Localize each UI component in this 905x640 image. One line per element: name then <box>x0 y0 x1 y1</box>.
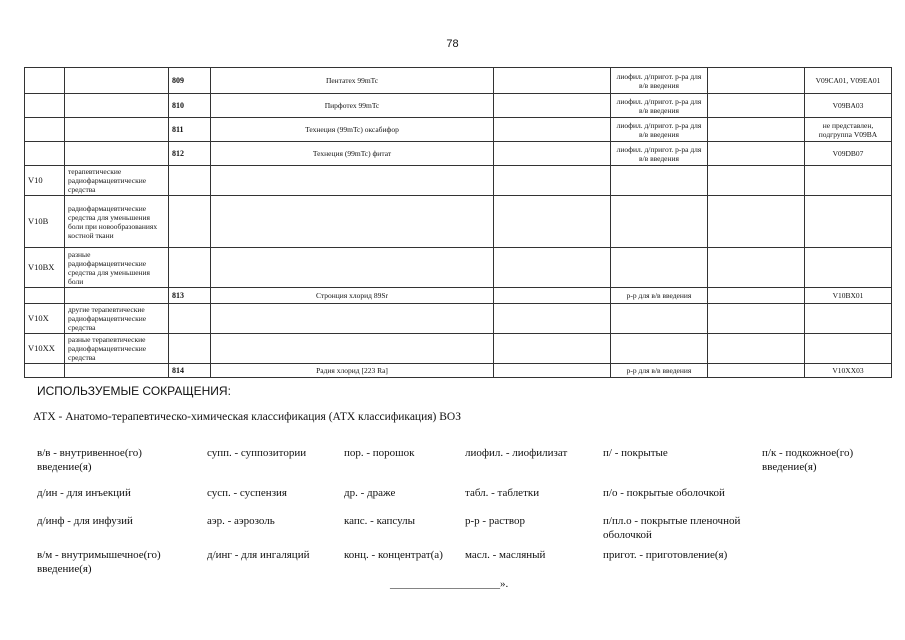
cell-drug-name <box>211 334 494 364</box>
abbreviation-item: масл. - масляный <box>465 549 546 561</box>
cell-empty <box>708 94 805 118</box>
drug-table <box>24 67 892 378</box>
abbreviation-item: пригот. - приготовление(я) <box>603 549 728 561</box>
cell-drug-name <box>211 196 494 248</box>
cell-empty <box>708 118 805 142</box>
cell-row-number <box>169 166 211 196</box>
cell-dosage-form <box>611 304 708 334</box>
page-number: 78 <box>446 38 459 50</box>
signature-line: ____________________». <box>390 578 509 590</box>
cell-atx-code: V09BA03 <box>805 94 892 118</box>
abbreviation-item: п/о - покрытые оболочкой <box>603 487 725 499</box>
cell-empty <box>708 334 805 364</box>
cell-row-number: 809 <box>169 68 211 94</box>
cell-empty <box>494 334 611 364</box>
cell-drug-name: Технеция (99mTc) оксабифор <box>211 118 494 142</box>
cell-row-number: 810 <box>169 94 211 118</box>
cell-dosage-form: лиофил. д/пригот. р-ра для в/в введения <box>611 94 708 118</box>
cell-drug-name: Пентатех 99mTc <box>211 68 494 94</box>
cell-empty <box>708 166 805 196</box>
cell-group-name <box>65 118 169 142</box>
abbreviation-item: др. - драже <box>344 487 396 499</box>
cell-empty <box>494 118 611 142</box>
cell-drug-name <box>211 248 494 288</box>
abbreviation-item: р-р - раствор <box>465 515 526 527</box>
cell-dosage-form: лиофил. д/пригот. р-ра для в/в введения <box>611 142 708 166</box>
abbreviation-item: д/ин - для инъекций <box>37 487 131 499</box>
cell-dosage-form: р-р для в/в введения <box>611 288 708 304</box>
cell-group-name <box>65 288 169 304</box>
abbreviation-item: п/к - подкожное(го) введение(я) <box>762 447 854 473</box>
cell-group-name: разные радиофармацевтические средства для уменьшения боли <box>65 248 169 288</box>
table-row <box>25 248 892 288</box>
cell-group-name <box>65 68 169 94</box>
table-row <box>25 94 892 118</box>
cell-row-number: 812 <box>169 142 211 166</box>
cell-empty <box>494 94 611 118</box>
cell-atc-code <box>25 288 65 304</box>
cell-empty <box>494 142 611 166</box>
table-row <box>25 118 892 142</box>
abbreviation-item: капс. - капсулы <box>344 515 416 527</box>
cell-atx-code: V10BX01 <box>805 288 892 304</box>
cell-drug-name: Технеция (99mTc) фитат <box>211 142 494 166</box>
abbreviation-item: аэр. - аэрозоль <box>207 515 275 527</box>
abbreviation-item: пор. - порошок <box>344 447 415 459</box>
cell-row-number: 813 <box>169 288 211 304</box>
cell-group-name: другие терапевтические радиофармацевтические средства <box>65 304 169 334</box>
cell-group-name <box>65 142 169 166</box>
cell-empty <box>494 304 611 334</box>
cell-dosage-form <box>611 248 708 288</box>
cell-group-name <box>65 94 169 118</box>
cell-atc-code: V10XX <box>25 334 65 364</box>
cell-dosage-form <box>611 166 708 196</box>
cell-group-name: разные терапевтические радиофармацевтические средства <box>65 334 169 364</box>
table-row <box>25 142 892 166</box>
cell-atx-code: V10XX03 <box>805 364 892 378</box>
cell-atc-code: V10X <box>25 304 65 334</box>
cell-atc-code <box>25 142 65 166</box>
cell-atx-code <box>805 334 892 364</box>
table-row <box>25 68 892 94</box>
abbreviations-title: ИСПОЛЬЗУЕМЫЕ СОКРАЩЕНИЯ: <box>37 384 231 398</box>
atx-definition: АТХ - Анатомо-терапевтическо-химическая классификация (АТХ классификация) ВОЗ <box>33 411 461 423</box>
cell-atc-code: V10B <box>25 196 65 248</box>
table-row <box>25 288 892 304</box>
cell-row-number <box>169 196 211 248</box>
cell-atx-code <box>805 166 892 196</box>
cell-empty <box>494 196 611 248</box>
cell-atx-code <box>805 196 892 248</box>
abbreviation-item: лиофил. - лиофилизат <box>465 447 568 459</box>
cell-row-number: 811 <box>169 118 211 142</box>
cell-empty <box>494 68 611 94</box>
cell-row-number <box>169 304 211 334</box>
cell-dosage-form: лиофил. д/пригот. р-ра для в/в введения <box>611 118 708 142</box>
cell-atx-code <box>805 248 892 288</box>
abbreviation-item: в/в - внутривенное(го) введение(я) <box>37 447 142 473</box>
table-row <box>25 304 892 334</box>
cell-row-number <box>169 334 211 364</box>
abbreviation-item: конц. - концентрат(а) <box>344 549 443 561</box>
abbreviation-item: д/инг - для ингаляций <box>207 549 310 561</box>
cell-drug-name <box>211 304 494 334</box>
cell-empty <box>708 304 805 334</box>
cell-drug-name: Радия хлорид [223 Ra] <box>211 364 494 378</box>
cell-row-number: 814 <box>169 364 211 378</box>
cell-group-name <box>65 364 169 378</box>
cell-atx-code: V09DB07 <box>805 142 892 166</box>
table-row <box>25 334 892 364</box>
table-row <box>25 364 892 378</box>
table-row <box>25 196 892 248</box>
cell-drug-name: Пирфотех 99mTc <box>211 94 494 118</box>
abbreviation-item: в/м - внутримышечное(го) введение(я) <box>37 549 161 575</box>
cell-empty <box>494 288 611 304</box>
cell-empty <box>494 364 611 378</box>
cell-empty <box>708 68 805 94</box>
cell-empty <box>708 196 805 248</box>
abbreviation-item: супп. - суппозитории <box>207 447 307 459</box>
cell-empty <box>708 288 805 304</box>
cell-dosage-form <box>611 196 708 248</box>
cell-empty <box>708 248 805 288</box>
cell-empty <box>494 166 611 196</box>
cell-row-number <box>169 248 211 288</box>
cell-dosage-form <box>611 334 708 364</box>
cell-drug-name <box>211 166 494 196</box>
cell-atc-code: V10 <box>25 166 65 196</box>
table-row <box>25 166 892 196</box>
cell-dosage-form: лиофил. д/пригот. р-ра для в/в введения <box>611 68 708 94</box>
cell-empty <box>494 248 611 288</box>
cell-dosage-form: р-р для в/в введения <box>611 364 708 378</box>
cell-atx-code: не представлен, подгруппа V09BA <box>805 118 892 142</box>
cell-group-name: терапевтические радиофармацевтические средства <box>65 166 169 196</box>
abbreviation-item: д/инф - для инфузий <box>37 515 133 527</box>
cell-group-name: радиофармацевтические средства для уменьшения боли при новообразованиях костной ткани <box>65 196 169 248</box>
cell-atx-code: V09CA01, V09EA01 <box>805 68 892 94</box>
cell-atx-code <box>805 304 892 334</box>
cell-atc-code <box>25 364 65 378</box>
abbreviation-item: п/пл.о - покрытые пленочной оболочкой <box>603 515 741 541</box>
abbreviation-item: табл. - таблетки <box>465 487 540 499</box>
abbreviation-item: сусп. - суспензия <box>207 487 287 499</box>
abbreviation-item: п/ - покрытые <box>603 447 668 459</box>
cell-empty <box>708 142 805 166</box>
cell-atc-code: V10BX <box>25 248 65 288</box>
cell-atc-code <box>25 118 65 142</box>
cell-atc-code <box>25 94 65 118</box>
cell-atc-code <box>25 68 65 94</box>
cell-drug-name: Стронция хлорид 89Sr <box>211 288 494 304</box>
cell-empty <box>708 364 805 378</box>
